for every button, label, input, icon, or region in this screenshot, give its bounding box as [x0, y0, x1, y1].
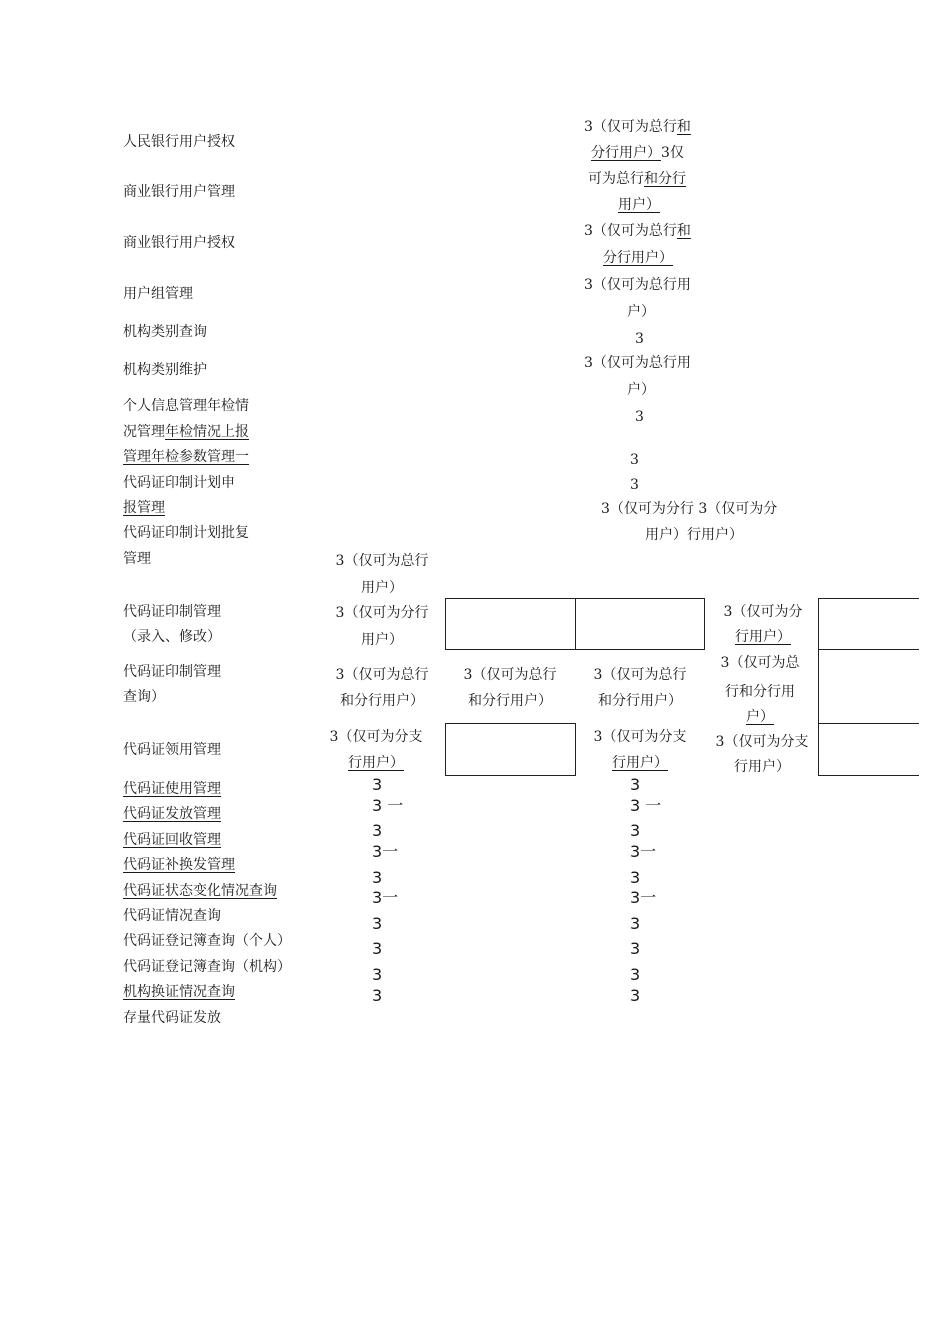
row-label: 人民银行用户授权	[123, 134, 235, 150]
permission-cell: 用户）	[361, 580, 403, 596]
permission-cell: 3（仅可为总行	[335, 553, 429, 569]
permission-cell: 3（仅可为总行	[593, 667, 687, 683]
row-label: （录入、修改）	[123, 629, 221, 645]
row-label-part: 况管理	[123, 424, 165, 440]
permission-cell: 3（仅可为分支	[329, 729, 423, 745]
permission-cell	[591, 140, 684, 166]
permission-mark: 3	[630, 775, 641, 794]
permission-cell: 行用户）	[734, 759, 790, 775]
permission-text: 和分行	[644, 171, 686, 187]
row-label: 机构类别查询	[123, 324, 207, 340]
permission-mark: 3	[630, 939, 641, 958]
empty-cell	[818, 598, 919, 650]
permission-mark: 3	[372, 965, 383, 984]
empty-cell	[575, 598, 705, 650]
permission-mark: 3	[372, 914, 383, 933]
permission-text: 3（仅可为分行	[601, 501, 694, 517]
row-label	[123, 419, 249, 445]
permission-cell	[584, 114, 691, 140]
permission-cell: 3（仅可为总行用	[584, 277, 691, 293]
row-label: 商业银行用户管理	[123, 184, 235, 200]
row-label: 代码证领用管理	[123, 742, 221, 758]
row-label: 代码证状态变化情况查询	[123, 883, 277, 899]
row-label: 代码证登记簿查询（个人）	[123, 933, 291, 949]
permission-mark: 3	[372, 939, 383, 958]
row-label: 代码证印制计划批复	[123, 525, 249, 541]
permission-cell: 和分行用户）	[598, 693, 682, 709]
permission-cell: 3	[635, 409, 644, 425]
permission-mark: 3	[630, 965, 641, 984]
permission-cell	[588, 166, 686, 192]
permission-mark: 3一	[372, 888, 399, 907]
permission-text: 和	[676, 119, 691, 135]
permission-mark: 3	[630, 821, 641, 840]
permission-cell: 行用户）	[735, 629, 791, 645]
row-label: 代码证登记簿查询（机构）	[123, 959, 291, 975]
permission-cell	[601, 496, 777, 522]
empty-cell	[818, 723, 919, 776]
row-label: 代码证印制计划申	[123, 475, 235, 491]
permission-cell: 3	[635, 331, 644, 347]
row-label: 报管理	[123, 500, 165, 516]
permission-cell: 3（仅可为分行	[335, 605, 429, 621]
permission-cell: 和分行用户）	[468, 693, 552, 709]
permission-text: 3（仅可为分	[698, 501, 778, 517]
permission-cell: 户）	[627, 382, 655, 398]
permission-cell: 3（仅可为分	[723, 604, 803, 620]
permission-text: 3（仅可为总行	[584, 223, 677, 239]
cell-border	[818, 648, 819, 724]
permission-cell: 3（仅可为总	[720, 655, 800, 671]
permission-cell: 行和分行用	[725, 684, 795, 700]
permission-mark: 3	[372, 986, 383, 1005]
row-label: 代码证情况查询	[123, 908, 221, 924]
permission-cell: 户）	[627, 304, 655, 320]
permission-cell: 3（仅可为总行	[335, 667, 429, 683]
row-label: 查询）	[123, 689, 165, 705]
permission-mark: 3一	[630, 888, 657, 907]
permission-cell: 用户）	[618, 197, 660, 213]
row-label-part: 年检情况上报	[165, 424, 249, 440]
permission-cell: 分行用户）	[603, 250, 673, 266]
row-label: 代码证印制管理	[123, 604, 221, 620]
row-label: 个人信息管理年检情	[123, 398, 249, 414]
permission-cell: 和分行用户）	[340, 693, 424, 709]
permission-cell	[584, 218, 691, 244]
row-label: 商业银行用户授权	[123, 235, 235, 251]
permission-cell: 3	[630, 477, 639, 493]
permission-cell: 户）	[746, 709, 774, 725]
row-label: 用户组管理	[123, 286, 193, 302]
permission-mark: 3一	[630, 842, 657, 861]
permission-cell: 行用户）	[612, 755, 668, 771]
permission-mark: 3 一	[372, 796, 404, 815]
permission-mark: 3	[630, 868, 641, 887]
row-label: 代码证使用管理	[123, 781, 221, 797]
permission-mark: 3	[372, 821, 383, 840]
permission-text: 可为总行	[588, 171, 644, 187]
permission-cell: 行用户）	[348, 755, 404, 771]
row-label: 管理	[123, 551, 151, 567]
permission-mark: 3	[630, 914, 641, 933]
empty-cell	[445, 723, 576, 776]
row-label: 代码证发放管理	[123, 806, 221, 822]
permission-mark: 3	[372, 775, 383, 794]
permission-cell: 3（仅可为总行用	[584, 355, 691, 371]
permission-text: 和	[676, 223, 691, 239]
permission-cell: 3（仅可为总行	[463, 667, 557, 683]
permission-text: 3仅	[661, 145, 684, 161]
row-label: 代码证回收管理	[123, 832, 221, 848]
permission-mark: 3一	[372, 842, 399, 861]
row-label: 代码证印制管理	[123, 664, 221, 680]
permission-cell: 3	[630, 452, 639, 468]
permission-mark: 3	[372, 868, 383, 887]
permission-text: 3（仅可为总行	[584, 119, 677, 135]
permission-cell: 用户）行用户）	[645, 527, 743, 543]
permission-mark: 3 一	[630, 796, 662, 815]
permission-cell: 3（仅可为分支	[715, 734, 809, 750]
row-label: 机构换证情况查询	[123, 984, 235, 1000]
row-label: 管理年检参数管理一	[123, 449, 249, 465]
row-label: 存量代码证发放	[123, 1010, 221, 1026]
permission-cell: 用户）	[361, 632, 403, 648]
row-label: 机构类别维护	[123, 362, 207, 378]
empty-cell	[445, 598, 576, 650]
permission-text: 分行用户）	[591, 145, 661, 161]
row-label: 代码证补换发管理	[123, 857, 235, 873]
permission-cell: 3（仅可为分支	[593, 729, 687, 745]
permission-mark: 3	[630, 986, 641, 1005]
